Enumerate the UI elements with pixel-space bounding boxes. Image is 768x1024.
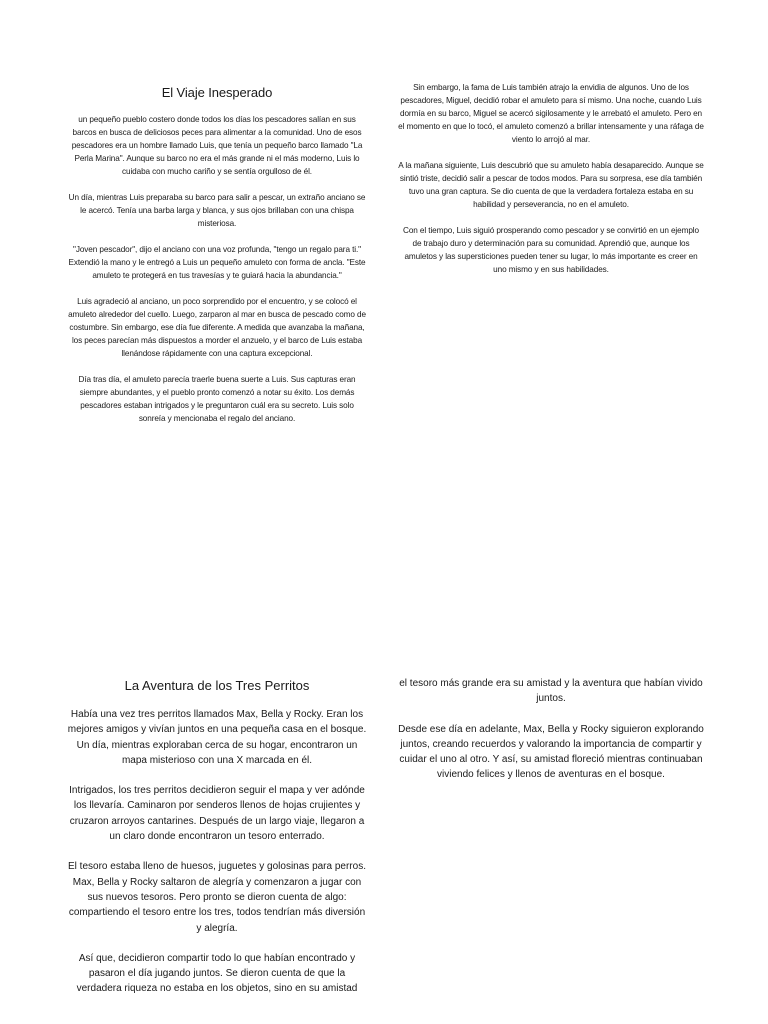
- story1-paragraph: Día tras día, el amuleto parecía traerle buena suerte a Luis. Sus capturas eran siempre abundantes, y el pueblo pronto comenzó a notar su éxito. Los demás pescadores estaban intrigados y le preguntaron cuál era su secreto. Luis solo sonreía y mencionaba el regalo del anciano.: [78, 375, 356, 423]
- story1-paragraph: "Joven pescador", dijo el anciano con una voz profunda, "tengo un regalo para ti." Extendió la mano y le entregó a Luis un pequeño amuleto con forma de ancla. "Este amuleto te protegerá en tus travesías y te guiará hacia la abundancia.": [68, 245, 366, 280]
- story1-left-column: [66, 85, 368, 438]
- story2-paragraph: el tesoro más grande era su amistad y la aventura que habían vivido juntos.: [399, 678, 703, 705]
- story2-title: La Aventura de los Tres Perritos: [124, 678, 310, 693]
- story2-paragraph: El tesoro estaba lleno de huesos, juguetes y golosinas para perros. Max, Bella y Rocky saltaron de alegría y comenzaron a jugar con sus nuevos tesoros. Pero pronto se dieron cuenta de algo: compartiendo el tesoro entre los tres, todos tendrían más diversión y alegría.: [68, 861, 366, 934]
- story2-right-column: [398, 676, 704, 798]
- story1-paragraph: A la mañana siguiente, Luis descubrió que su amuleto había desaparecido. Aunque se sintió triste, decidió salir a pescar de todos modos. Para su sorpresa, ese día también tuvo una gran captura. Se dio cuenta de que la verdadera fortaleza estaba en su habilidad y perseverancia, no en el amuleto.: [398, 161, 704, 209]
- story2-paragraph: Había una vez tres perritos llamados Max, Bella y Rocky. Eran los mejores amigos y vivían juntos en una pequeña casa en el bosque. Un día, mientras exploraban cerca de su hogar, encontraron un mapa misterioso con una X marcada en él.: [67, 709, 367, 766]
- story2-left-column: [66, 678, 368, 1012]
- story1-title: El Viaje Inesperado: [161, 85, 273, 100]
- story2-paragraph: Así que, decidieron compartir todo lo que habían encontrado y pasaron el día jugando juntos. Se dieron cuenta de que la verdadera riqueza no estaba en los objetos, sino en su amistad: [76, 952, 358, 995]
- story1-paragraph: Luis agradeció al anciano, un poco sorprendido por el encuentro, y se colocó el amuleto alrededor del cuello. Luego, zarparon al mar en busca de pescado como de costumbre. Sin embargo, ese día fue diferente. A medida que avanzaba la mañana, los peces parecían más dispuestos a morder el anzuelo, y el barco de Luis estaba llenándose rápidamente con una captura excepcional.: [68, 297, 366, 358]
- story1-right-column: [398, 81, 704, 289]
- story1-paragraph: Sin embargo, la fama de Luis también atrajo la envidia de algunos. Uno de los pescadores, Miguel, decidió robar el amuleto para sí mismo. Una noche, cuando Luis dormía en su barco, Miguel se acercó sigilosamente y le arrebató el amuleto. Pero en el momento en que lo tocó, el amuleto comenzó a brillar intensamente y una ráfaga de viento lo arrojó al mar.: [398, 83, 704, 144]
- story1-paragraph: Un día, mientras Luis preparaba su barco para salir a pescar, un extraño anciano se le acercó. Tenía una barba larga y blanca, y sus ojos brillaban con una chispa misteriosa.: [68, 193, 366, 228]
- story1-paragraph: Con el tiempo, Luis siguió prosperando como pescador y se convirtió en un ejemplo de trabajo duro y determinación para su comunidad. Aprendió que, aunque los amuletos y las supersticiones pueden tener su lugar, lo más importante es creer en uno mismo y en sus habilidades.: [403, 226, 699, 274]
- story2-paragraph: Intrigados, los tres perritos decidieron seguir el mapa y ver adónde los llevaría. Caminaron por senderos llenos de hojas crujientes y cruzaron arroyos cantarines. Después de un largo viaje, llegaron a un claro donde encontraron un tesoro enterrado.: [69, 785, 365, 843]
- story1-paragraph: un pequeño pueblo costero donde todos los días los pescadores salían en sus barcos en busca de deliciosos peces para alimentar a la comunidad. Uno de esos pescadores era un hombre llamado Luis, que tenía un pequeño barco llamado "La Perla Marina". Aunque su barco no era el más grande ni el más moderno, Luis lo cuidaba con mucho cariño y se sentía orgulloso de él.: [71, 115, 363, 176]
- story2-paragraph: Desde ese día en adelante, Max, Bella y Rocky siguieron explorando juntos, creando recuerdos y valorando la importancia de compartir y cuidar el uno al otro. Y así, su amistad floreció mientras continuaban viviendo felices y llenos de aventuras en el bosque.: [398, 723, 704, 781]
